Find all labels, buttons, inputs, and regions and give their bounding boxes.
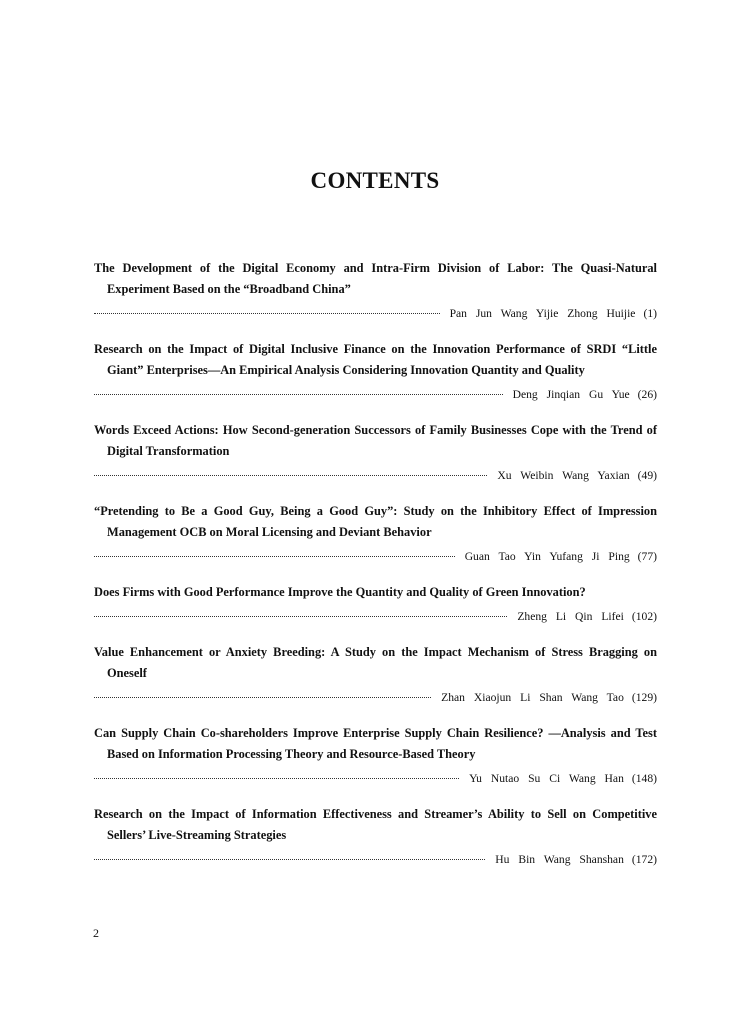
entry-title: “Pretending to Be a Good Guy, Being a Good Guy”: Study on the Inhibitory Effect of Impression Management OCB on Moral Licensing and Deviant Behavior <box>94 504 657 539</box>
dot-leader <box>94 696 431 698</box>
dot-leader <box>94 858 485 860</box>
entry-authors: Zhan Xiaojun Li Shan Wang Tao <box>441 691 624 704</box>
toc-entry <box>94 420 657 486</box>
dot-leader <box>94 312 440 314</box>
entry-authors: Zheng Li Qin Lifei <box>517 610 624 623</box>
dot-leader <box>94 555 455 557</box>
entry-meta <box>94 687 657 708</box>
entry-page-ref: (49) <box>637 469 657 482</box>
table-of-contents <box>94 258 657 885</box>
entry-page-ref: (148) <box>631 772 657 785</box>
entry-authors: Pan Jun Wang Yijie Zhong Huijie <box>449 307 636 320</box>
entry-title: Can Supply Chain Co-shareholders Improve Enterprise Supply Chain Resilience? —Analysis and Test Based on Information Processing Theory and Resource-Based Theory <box>94 726 657 761</box>
entry-page-ref: (26) <box>637 388 657 401</box>
toc-entry <box>94 642 657 708</box>
entry-authors: Xu Weibin Wang Yaxian <box>497 469 630 482</box>
toc-entry <box>94 723 657 789</box>
entry-page-ref: (102) <box>631 610 657 623</box>
dot-leader <box>94 777 459 779</box>
dot-leader <box>94 615 507 617</box>
entry-page-ref: (129) <box>631 691 657 704</box>
entry-meta <box>94 384 657 405</box>
entry-title: Research on the Impact of Digital Inclusive Finance on the Innovation Performance of SRDI “Little Giant” Enterprises—An Empirical Analysis Considering Innovation Quantity and Quality <box>94 342 657 377</box>
entry-meta <box>94 303 657 324</box>
entry-title: The Development of the Digital Economy and Intra-Firm Division of Labor: The Quasi-Natural Experiment Based on the “Broadband China” <box>94 261 657 296</box>
entry-meta <box>94 606 657 627</box>
toc-entry <box>94 501 657 567</box>
entry-meta <box>94 768 657 789</box>
entry-authors: Hu Bin Wang Shanshan <box>495 853 624 866</box>
entry-title: Research on the Impact of Information Effectiveness and Streamer’s Ability to Sell on Competitive Sellers’ Live-Streaming Strategies <box>94 807 657 842</box>
toc-entry <box>94 339 657 405</box>
entry-title: Words Exceed Actions: How Second-generation Successors of Family Businesses Cope with the Trend of Digital Transformation <box>94 423 657 458</box>
dot-leader <box>94 393 503 395</box>
entry-page-ref: (77) <box>637 550 657 563</box>
page-title: CONTENTS <box>310 168 440 193</box>
entry-meta <box>94 546 657 567</box>
entry-meta <box>94 849 657 870</box>
entry-page-ref: (172) <box>631 853 657 866</box>
toc-entry <box>94 258 657 324</box>
entry-authors: Deng Jinqian Gu Yue <box>512 388 630 401</box>
entry-authors: Yu Nutao Su Ci Wang Han <box>469 772 624 785</box>
entry-meta <box>94 465 657 486</box>
entry-title: Does Firms with Good Performance Improve the Quantity and Quality of Green Innovation? <box>94 585 586 599</box>
entry-authors: Guan Tao Yin Yufang Ji Ping <box>464 550 630 563</box>
entry-page-ref: (1) <box>643 307 657 320</box>
dot-leader <box>94 474 487 476</box>
toc-entry <box>94 582 657 627</box>
entry-title: Value Enhancement or Anxiety Breeding: A Study on the Impact Mechanism of Stress Bragging on Oneself <box>94 645 657 680</box>
page-number: 2 <box>93 926 99 940</box>
toc-entry <box>94 804 657 870</box>
